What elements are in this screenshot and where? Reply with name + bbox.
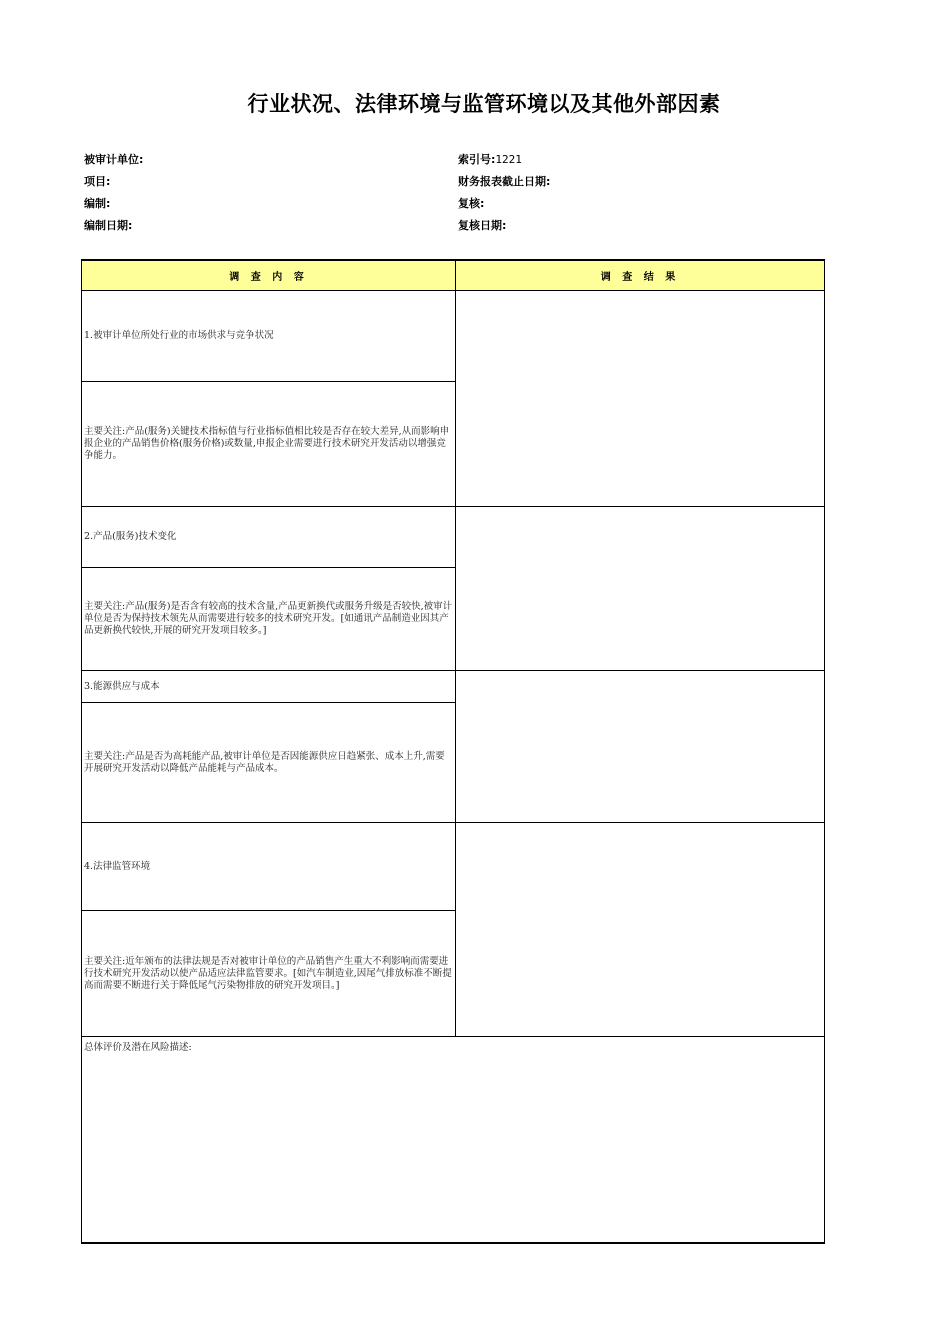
summary-label: 总体评价及潜在风险描述: — [84, 1042, 192, 1053]
period-end-label: 财务报表截止日期: — [458, 175, 551, 188]
project-label: 项目: — [84, 175, 111, 188]
section-1-focus: 主要关注:产品(服务)关键技术指标值与行业指标值相比较是否存在较大差异,从而影响申报企业的产品销售价格(服务价格)或数量,申报企业需要进行技术研究开发活动以增强竞争能力。 — [84, 426, 450, 461]
section-2-focus: 主要关注:产品(服务)是否含有较高的技术含量,产品更新换代或服务升级是否较快,被审计单位是否为保持技术领先从而需要进行较多的技术研究开发。[如通讯产品制造业因其产品更新换代较快,开展的研究开发项目较多。] — [84, 601, 453, 636]
section-2-heading: 2.产品(服务)技术变化 — [84, 531, 177, 542]
section-3-result[interactable] — [456, 671, 824, 822]
section-1-result[interactable] — [456, 291, 824, 506]
header-result: 调 查 结 果 — [456, 261, 824, 291]
section-4-result[interactable] — [456, 823, 824, 1036]
page-title: 行业状况、法律环境与监管环境以及其他外部因素 — [247, 92, 721, 116]
index-label: 索引号: — [458, 153, 496, 166]
prepared-by-label: 编制: — [84, 197, 111, 210]
section-3-focus: 主要关注:产品是否为高耗能产品,被审计单位是否因能源供应日趋紧张、成本上升,需要开展研究开发活动以降低产品能耗与产品成本。 — [84, 750, 445, 774]
review-date-label: 复核日期: — [458, 219, 507, 232]
index-number — [458, 153, 522, 167]
investigation-table — [81, 259, 825, 1244]
audited-unit-label: 被审计单位: — [84, 153, 144, 166]
section-2-result[interactable] — [456, 507, 824, 670]
prepared-date-label: 编制日期: — [84, 219, 133, 232]
section-4-focus: 主要关注:近年颁布的法律法规是否对被审计单位的产品销售产生重大不利影响而需要进行技术研究开发活动以使产品适应法律监管要求。[如汽车制造业,因尾气排放标准不断提高而需要不断进行关于降低尾气污染物排放的研究开发项目。] — [84, 955, 452, 991]
reviewed-by-label: 复核: — [458, 197, 485, 210]
index-value: 1221 — [495, 153, 522, 166]
summary-area[interactable] — [82, 1037, 824, 1242]
section-3-heading: 3.能源供应与成本 — [84, 680, 160, 692]
section-4-heading: 4.法律监管环境 — [84, 860, 151, 872]
header-content: 调 查 内 容 — [82, 261, 456, 291]
section-1-heading: 1.被审计单位所处行业的市场供求与竞争状况 — [84, 330, 274, 341]
